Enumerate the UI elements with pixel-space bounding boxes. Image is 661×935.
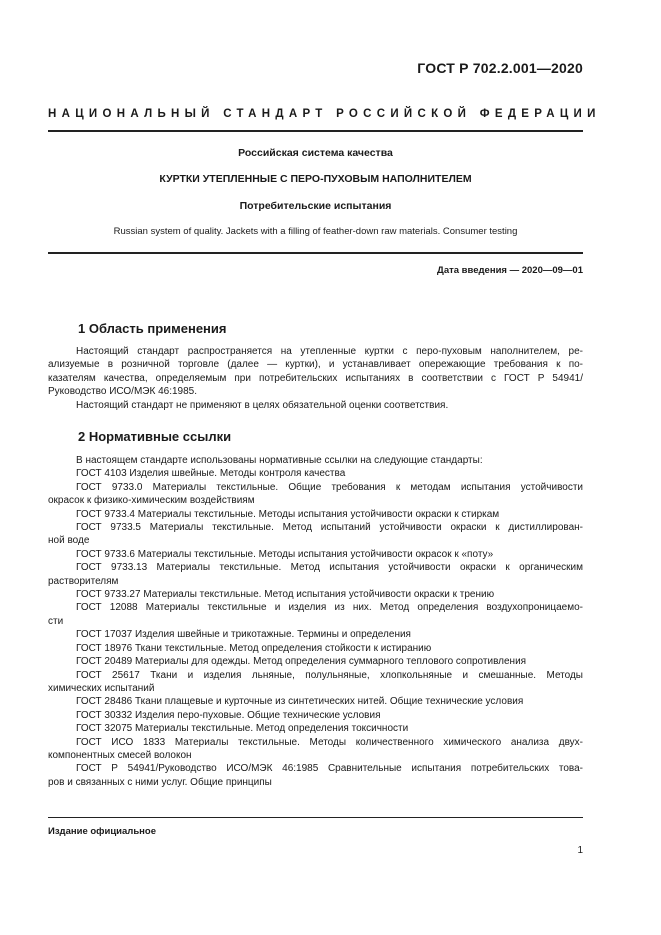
reference-line: ров и связанных с ними услуг. Общие принципы — [48, 776, 272, 788]
section-1-heading: 1 Область применения — [78, 321, 227, 336]
section-1-line: Настоящий стандарт распространяется на утепленные куртки с перо-пуховым наполнителем, ре- — [76, 346, 583, 357]
reference-line: ГОСТ 9733.4 Материалы текстильные. Методы испытания устойчивости окраски к стиркам — [76, 508, 500, 520]
reference-line: ГОСТ 12088 Материалы текстильные и изделия из них. Метод определения воздухопроницаемо- — [76, 602, 583, 614]
section-2-body — [48, 454, 583, 789]
section-1-line: Руководство ИСО/МЭК 46:1985. — [48, 386, 198, 398]
national-standard-banner: НАЦИОНАЛЬНЫЙ СТАНДАРТ РОССИЙСКОЙ ФЕДЕРАЦИИ — [48, 108, 601, 120]
reference-line: ГОСТ 20489 Материалы для одежды. Метод определения суммарного теплового сопротивления — [76, 656, 527, 668]
reference-line: ГОСТ 17037 Изделия швейные и трикотажные. Термины и определения — [76, 629, 411, 641]
document-subtitle: Потребительские испытания — [239, 200, 392, 212]
reference-line: ГОСТ 9733.0 Материалы текстильные. Общие требования к методам испытания устойчивости — [76, 481, 583, 493]
reference-line: ной воде — [48, 535, 90, 547]
reference-line: химических испытаний — [48, 682, 155, 694]
section-1-line: казателям качества, определяемым при потребительских испытаниях в соответствии с ГОСТ Р 54941/ — [48, 372, 583, 384]
reference-line: ГОСТ 9733.5 Материалы текстильные. Метод испытаний устойчивости окраски к дистиллирован- — [76, 522, 583, 534]
reference-line: компонентных смесей волокон — [48, 749, 192, 761]
section-1-line: ализуемые в розничной торговле (далее — куртки), и устанавливает опережающие требования к по- — [48, 359, 583, 371]
footer-rule — [48, 817, 583, 818]
official-edition-label: Издание официальное — [48, 826, 156, 837]
reference-line: окрасок к физико-химическим воздействиям — [48, 495, 255, 507]
reference-line: ГОСТ 30332 Изделия перо-пуховые. Общие технические условия — [76, 709, 381, 721]
reference-line: ГОСТ 25617 Ткани и изделия льняные, полульняные, хлопкольняные и смешанные. Методы — [76, 669, 583, 681]
reference-line: ГОСТ 18976 Ткани текстильные. Метод определения стойкости к истиранию — [76, 642, 432, 654]
section-1-paragraph: Настоящий стандарт не применяют в целях обязательной оценки соответствия. — [76, 399, 449, 411]
reference-line: ГОСТ 9733.6 Материалы текстильные. Методы испытания устойчивости окрасок к «поту» — [76, 548, 494, 560]
quality-system-title: Российская система качества — [238, 147, 393, 159]
references-intro: В настоящем стандарте использованы нормативные ссылки на следующие стандарты: — [76, 455, 483, 466]
page-number: 1 — [577, 845, 583, 856]
effective-date: Дата введения — 2020—09—01 — [437, 265, 583, 276]
reference-line: сти — [48, 615, 64, 627]
reference-line: ГОСТ ИСО 1833 Материалы текстильные. Методы количественного химического анализа двух- — [76, 736, 583, 748]
document-code: ГОСТ Р 702.2.001—2020 — [417, 60, 583, 76]
header-rule — [48, 130, 583, 132]
reference-line: ГОСТ 9733.27 Материалы текстильные. Метод испытания устойчивости окраски к трению — [76, 589, 495, 601]
reference-line: растворителям — [48, 575, 119, 587]
section-1-body — [48, 345, 583, 412]
section-2-heading: 2 Нормативные ссылки — [78, 429, 232, 444]
reference-line: ГОСТ 9733.13 Материалы текстильные. Метод испытания устойчивости окраски к органическим — [76, 562, 583, 574]
reference-line: ГОСТ 4103 Изделия швейные. Методы контроля качества — [76, 468, 346, 480]
document-title: КУРТКИ УТЕПЛЕННЫЕ С ПЕРО-ПУХОВЫМ НАПОЛНИТЕЛЕМ — [159, 173, 472, 185]
reference-line: ГОСТ 32075 Материалы текстильные. Метод определения токсичности — [76, 723, 409, 735]
reference-line: ГОСТ 28486 Ткани плащевые и курточные из синтетических нитей. Общие технические условия — [76, 696, 524, 708]
reference-line: ГОСТ Р 54941/Руководство ИСО/МЭК 46:1985 Сравнительные испытания потребительских това- — [76, 763, 583, 775]
english-title: Russian system of quality. Jackets with a filling of feather-down raw materials. Consumer testing — [113, 226, 518, 237]
title-rule — [48, 252, 583, 254]
